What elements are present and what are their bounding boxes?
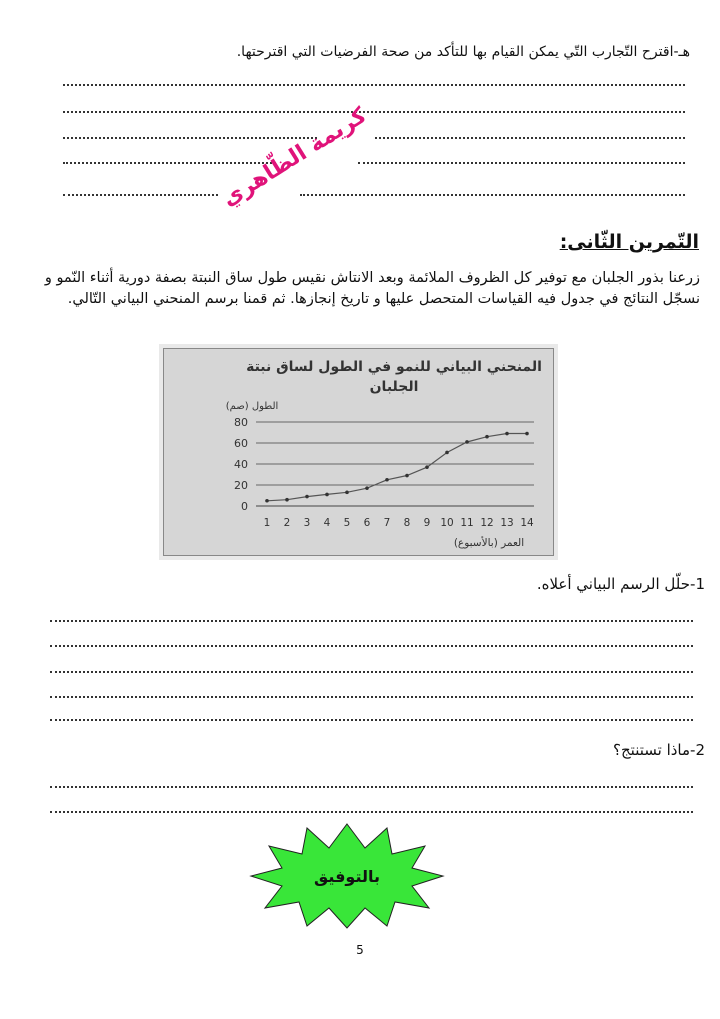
chart-xlabel: العمر (بالأسبوع) <box>453 537 525 549</box>
x-tick-label: 6 <box>363 517 371 529</box>
answer-line <box>375 137 685 139</box>
answer-line <box>63 162 276 164</box>
author-signature: كريمة الظّاهري <box>217 103 372 212</box>
answer-line <box>50 620 693 622</box>
x-tick-label: 2 <box>283 517 291 529</box>
answer-line <box>63 137 317 139</box>
good-luck-badge <box>247 820 447 930</box>
growth-chart <box>163 348 554 556</box>
exercise-title: التّمرين الثّانى: <box>559 231 699 253</box>
data-point <box>325 493 329 497</box>
answer-line <box>63 194 218 196</box>
y-tick-label: 20 <box>234 479 248 492</box>
x-tick-label: 14 <box>520 517 534 529</box>
data-point <box>285 498 289 502</box>
answer-line <box>50 811 693 813</box>
y-tick-label: 80 <box>234 416 248 429</box>
question-1: 1-حلّل الرسم البياني أعلاه. <box>536 575 705 593</box>
answer-line <box>358 162 685 164</box>
data-point <box>445 451 449 455</box>
data-point <box>345 491 349 495</box>
y-tick-label: 0 <box>241 500 248 513</box>
series-line <box>267 434 527 501</box>
x-tick-label: 5 <box>343 517 351 529</box>
answer-line <box>300 194 685 196</box>
chart-title-line: الجلبان <box>369 379 419 395</box>
question-2: 2-ماذا تستنتج؟ <box>613 741 705 759</box>
answer-line <box>50 719 693 721</box>
exercise-paragraph: زرعنا بذور الجلبان مع توفير كل الظروف الملائمة وبعد الانتاش نقيس طول ساق النبتة بصفة دورية أثناء النّمو و نسجّل النتائج في جدول فيه القياسات المتحصل عليها و تاريخ إنجازها. ثم قمنا برسم المنحني البياني التّالي. <box>44 270 700 307</box>
data-point <box>385 478 389 482</box>
page-number: 5 <box>356 943 364 957</box>
data-point <box>485 435 489 439</box>
data-point <box>505 432 509 436</box>
badge-text: بالتوفيق <box>313 867 381 886</box>
data-point <box>525 432 529 436</box>
answer-line <box>63 111 685 113</box>
x-tick-label: 9 <box>423 517 431 529</box>
data-point <box>305 495 309 499</box>
answer-line <box>50 696 693 698</box>
data-point <box>405 474 409 478</box>
data-point <box>465 440 469 444</box>
data-point <box>265 499 269 503</box>
x-tick-label: 4 <box>323 517 331 529</box>
x-tick-label: 10 <box>440 517 454 529</box>
chart-ylabel: الطول (صم) <box>225 401 279 412</box>
data-point <box>365 486 369 490</box>
answer-line <box>50 645 693 647</box>
x-tick-label: 11 <box>460 517 474 529</box>
y-tick-label: 40 <box>234 458 248 471</box>
chart-title <box>246 359 542 395</box>
question-a: هـ-اقترح التّجارب التّي يمكن القيام بها للتأكد من صحة الفرضيات التي اقترحتها. <box>236 44 690 60</box>
x-tick-label: 8 <box>403 517 411 529</box>
x-tick-label: 7 <box>383 517 391 529</box>
chart-svg <box>164 349 553 555</box>
x-tick-label: 13 <box>500 517 514 529</box>
answer-line <box>63 84 685 86</box>
y-tick-label: 60 <box>234 437 248 450</box>
data-point <box>425 465 429 469</box>
x-tick-label: 1 <box>263 517 271 529</box>
x-tick-label: 3 <box>303 517 311 529</box>
answer-line <box>50 786 693 788</box>
answer-line <box>50 671 693 673</box>
chart-title-line: المنحني البياني للنمو في الطول لساق نبتة <box>246 359 542 375</box>
x-tick-label: 12 <box>480 517 494 529</box>
